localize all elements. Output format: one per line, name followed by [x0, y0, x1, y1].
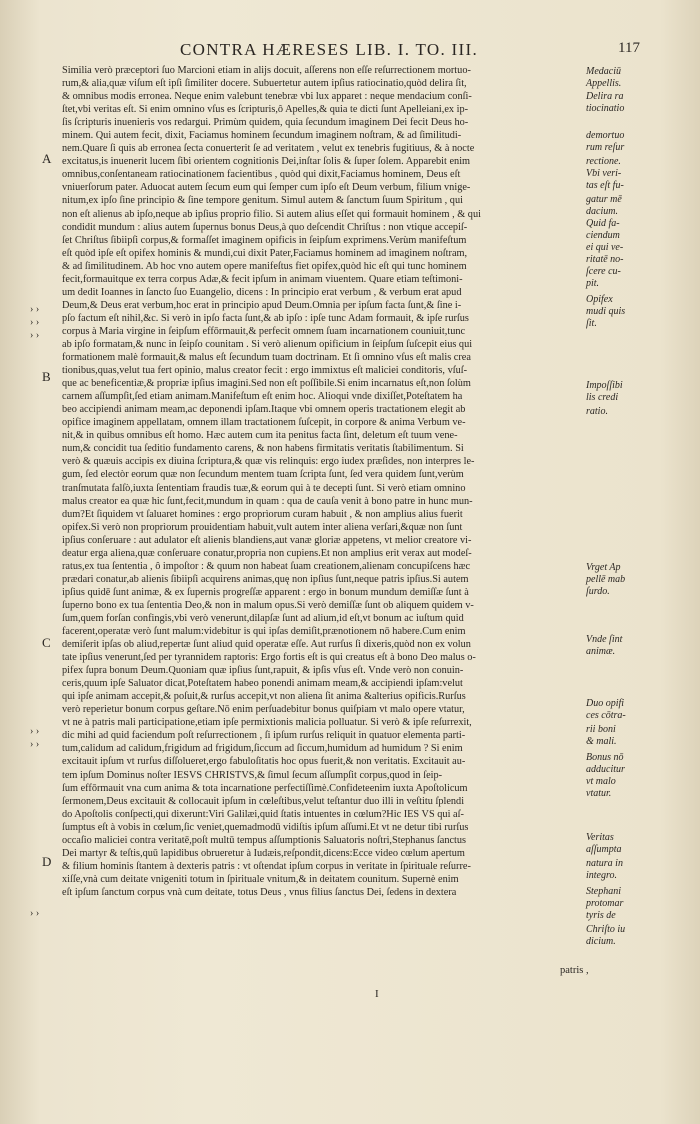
margin-note: Appellis. [586, 78, 622, 89]
text-line: Similia verò præceptori ſuo Marcioni etiam in alijs docuit, aſſerens non eſſe reſurrectionem mortuo- [62, 65, 471, 76]
text-line: condidit mundum : alius autem ſupernus bonus Deus,à quo deſcendit Chriſtus : non vtique accepiſ- [62, 221, 468, 233]
margin-note: Stephani [586, 886, 621, 897]
margin-note: Vbi veri- [586, 168, 622, 179]
text-line: non eſt alienus ab ipſo,neque ab ipſius proprio filio. Si autem alius eſſet qui formauit hominem , & qui [62, 208, 481, 220]
margin-note: ratio. [586, 406, 608, 417]
text-line: verò reperietur bonum corpus geſtare.Nō enim perſuadebitur bonus quiſpiam vt malo opere vtatur, [62, 704, 465, 716]
text-line: beo accipiendi animam meam,ac deponendi ipſam.Itaque vbi omnem operis tractationem elegit ab [62, 404, 466, 416]
margin-note: Veritas [586, 832, 614, 843]
text-line: formationem malè formauit,& malus eſt ſecundum tuam doctrinam. Et ſi omnino vſus eſt malis crea [62, 352, 471, 364]
page-number: 117 [618, 40, 640, 56]
text-line: malus creator ea quæ hic ſunt,fecit,mundum in quam : qua de cauſa venit à bono patre in hunc mun- [62, 495, 473, 507]
text-line: ſum,quem forſan confingis,vbi verò venerunt,dilapſæ ſunt ad alium,id eſt,vt bonum ac iuſtum quid [62, 612, 464, 624]
text-line: pifex ſupra bonum Deum.Quoniam quæ ipſius ſunt,rapuit, & ipſis vſus eſt. Vnde verò non conuin- [62, 665, 464, 677]
text-line: eſt quòd ipſe eſt opifex hominis & mundi,cui dixit Pater,Faciamus hominem ad imaginem noſtram, [62, 247, 468, 259]
margin-note: Medaciū [586, 66, 621, 77]
section-mark-b: B [42, 369, 51, 384]
text-line: vniuerſorum pater. Aduocat autem ſecum eum qui ſemper cum ipſo eſt Deum verbum, filium vnige- [62, 182, 471, 194]
text-line: xiſſe,vnà cum deitate vnigeniti totum in ſpirituale vnitum,& in deitatem counitum. Supernè enim [62, 873, 459, 885]
main-text-column [62, 64, 584, 899]
text-line: excitatus,is inuenerit lucem ſibi orientem cognitionis Dei,inſtar ſolis & ſuper ſolem. Apparebit enim [62, 156, 471, 168]
text-line: tranſmutata falſò,iuxta ſententiam fraudis tuæ,& eorum qui à te decepti ſunt. Si verò etiam omnino [62, 482, 466, 494]
text-line: dic mihi ad quid faciendum poſt reſurrectionem , ſi ipſum rurſus reliquit in quatuor elementa parti- [62, 730, 466, 742]
quote-mark: › › [30, 726, 40, 737]
text-line: gum, ſed electòr eorum quæ non ſecundum mentem tuam ſcripta ſunt, ſed vera quidem ſunt,verùm [62, 469, 464, 481]
section-mark-d: D [42, 854, 52, 869]
text-line: deatur erga aliena,quæ conſeruare conatur,propria non cupiens.Et non amplius erit verax aut modeſ- [62, 547, 472, 559]
text-line: eſt ipſum ſanctum corpus vnà cum deitate, totus Deus , vnus filius ſanctus Dei, ſedens in dextera [62, 886, 457, 898]
margin-note: Vrget Ap [586, 562, 621, 573]
text-line: verò & quæuis accipis ex diuina ſcriptura,& quæ vis relinquis: ergo iudex præſides, non interpres le- [62, 456, 475, 468]
margin-note: rectione. [586, 156, 621, 167]
text-line: & omnibus modis erronea. Neque enim valebunt tenebræ vbi lux apparet : neque mendacium conſi- [62, 91, 472, 103]
running-title: CONTRA HÆRESES LIB. I. TO. III. [180, 40, 478, 59]
margin-note: Impoſſibi [586, 380, 623, 391]
margin-note: vtatur. [586, 788, 612, 799]
section-mark-a: A [42, 151, 52, 166]
text-line: ipſius conſeruare : aut adulator eſt alienis blandiens,aut vanæ gloriæ appetens, vt melior creatore vi- [62, 534, 472, 546]
text-line: Deum,& Deus erat verbum,hoc erat in principio apud Deum.Omnia per ipſum facta ſunt,& ſine i- [62, 299, 462, 311]
text-line: prædari conatur,ab alienis ſibiipſi acquirens animas,quę non ipſius ſunt,neque patris ipſius.Si autem [62, 573, 469, 585]
text-line: opifice imaginem appellatam, omnem illam tractationem ſuſcepit, in corpore & anima Verbum ve- [62, 417, 466, 429]
text-line: fecit,formauitque ex terra corpus Adæ,& fecit ipſum in animam viuentem. Quare etiam teſtimoni- [62, 273, 463, 285]
text-line: ratus,ex tua ſententia , ô impoſtor : & quum non habeat ſuam creationem,alienam concupiſcens hæc [62, 560, 471, 572]
text-line: do Apoſtolis conſpecti,qui dixerunt:Viri Galilæi,quid ſtatis intuentes in cœlum?Hic IES VS qui aſ- [62, 808, 464, 820]
text-line: Dei martyr & teſtis,quū lapidibus obrueretur à Iudæis,reſpondit,dicens:Ecce video cœlum apertum [62, 847, 465, 859]
margin-note: demortuo [586, 130, 625, 141]
text-line: tate ipſius venerunt,ſed per tyrannidem raptoris: Ergo fortis eſt is qui creatus eſt à bono Deo malus o- [62, 652, 476, 664]
margin-note: Delira ra [586, 91, 624, 102]
margin-note: natura in [586, 858, 623, 869]
margin-note: dicium. [586, 936, 616, 947]
margin-note: pellē mab [586, 574, 626, 585]
margin-note: ciendum [586, 230, 620, 241]
text-line: tem ipſum Dominus noſter IESVS CHRISTVS,& ſimul ſecum aſſumpſit corpus,quod in ſeip- [62, 769, 443, 781]
margin-note: vt malo [586, 776, 616, 787]
text-line: facerent,operatæ verò ſunt malum:videbitur is qui ipſas demiſit,prænotionem nō habere.Cum enim [62, 626, 466, 638]
text-line: nit,& in quibus omnibus eſt homo. Hæc autem cum ita penitus facta ſint, deletum eſt tuum vene- [62, 430, 458, 442]
margin-note: lis credi [586, 392, 619, 403]
text-line: excitauit ipſum vt rurſus diſſolueret,ergo fabuloſitatis hoc opus fuerit,& non veritatis. Excitauit au- [62, 756, 466, 768]
margin-note: mudi quis [586, 306, 626, 317]
text-line: & filium hominis ſtantem à dexteris patris : vt oſtendat ipſum corpus in veritate in ſpirituale reſurre- [62, 860, 471, 872]
text-line: num,& concidit tua ſeditio fundamento carens, & non habens firmitatis veritatis ſtabilimentum. Si [62, 443, 464, 455]
margin-note: Duo opifi [586, 698, 625, 709]
margin-note: rii boni [586, 724, 616, 735]
text-line: omnibus,conſentaneam ratiocinationem facientibus , quòd qui dixit,Faciamus hominem, Deus eſt [62, 169, 461, 181]
text-line: que ac beneficentiæ,& propriæ ipſius imagini.Sed non eſt poſſibile.Si enim incarnatus eſt,non ſolùm [62, 378, 471, 390]
catchword: patris , [560, 965, 589, 976]
text-line: ceris,quum ipſe Saluator dicat,Poteſtatem habeo ponendi animam meam,& accipiendi ipſam:velut [62, 678, 463, 690]
text-line: tum,calidum ad calidum,frigidum ad frigidum,ſiccum ad ſiccum,humidum ad humidum ? Si enim [62, 743, 463, 755]
text-line: opifex.Si verò non proprìorum prouidentiam habuit,vult autem inter aliena verſari,&quæ non ſunt [62, 521, 463, 533]
margin-note: ſcere cu- [586, 266, 621, 277]
margin-note: gatur mē [586, 194, 622, 205]
text-line: ſuperno bono ex tua ſententia Deo,& non in malum opus.Si verò demiſſæ ſunt ob aliquem quidem v- [62, 599, 474, 611]
section-mark-c: C [42, 635, 51, 650]
margin-note: pit. [586, 278, 600, 289]
text-line: ſermonem,Deus excitauit & collocauit ipſum in cœleſtibus,velut teſtantur duo illi in veſtitu ſplendi [62, 795, 465, 807]
text-line: rum,& alia,quæ viſum eſt ipſi ſimiliter docere. Subuertetur autem ipſius ratiocinatio,quòd delira ſit, [62, 78, 467, 90]
quote-mark: › › [30, 317, 40, 328]
quote-mark: › › [30, 304, 40, 315]
text-line: ſet Chriſtus ſibiipſi corpus,& formaſſet imaginem opificis in ſeipſum exprimens.Verùm manifeſtum [62, 234, 467, 246]
margin-note: Vnde ſint [586, 634, 623, 645]
text-line: ſumptus eſt à vobis in cœlum,ſic veniet,quemadmodū vidiſtis ipſum aſſumi.Et vt ne detur tibi rurſus [62, 821, 469, 833]
text-line: ab ipſo formatam,& nunc in ſeipſo counitam . Si verò alienum opificium in ſeipſum ſuſcepit eius qui [62, 338, 473, 350]
quote-mark: › › [30, 330, 40, 341]
margin-note: ces cōtra- [586, 710, 626, 721]
margin-note: ſit. [586, 318, 597, 329]
text-line: & ad ſimilitudinem. Ab hoc vno autem opere manifeſtus fiet opifex,quòd hic eſt qui tunc hominem [62, 260, 467, 272]
margin-note: tyris de [586, 910, 616, 921]
margin-note: adducitur [586, 764, 625, 775]
signature-mark: I [375, 988, 379, 1000]
quote-mark: › › [30, 908, 40, 919]
text-line: demiſerit ipſas ob aliud,repertæ ſunt aliud quid operatæ eſſe. Aut rurſus ſi dixeris,quòd non ex volun [62, 639, 471, 651]
text-line: pſo factum eſt nihil,&c. Si verò in ipſo facta ſunt,& ab ipſo : ipſe tunc Adam formauit, & ipſe rurſus [62, 312, 469, 324]
text-line: ſum effōrmauit vna cum anima & tota incarnatione perfectiſſimè.Confideteenim iuxta Apoſtolicum [62, 782, 468, 794]
margin-note: ei qui ve- [586, 242, 624, 253]
text-line: ſis ſcripturis inuenieris vos redargui. Primùm quidem, quia ſecundum imaginem Dei fecit Deus ho- [62, 117, 469, 129]
margin-note: integro. [586, 870, 618, 881]
text-line: nitum,ex ipſo ſine principio & ſine tempore genitum. Simul autem & ſanctum ſuum Spiritum , qui [62, 195, 463, 207]
margin-note: ritatē no- [586, 254, 624, 265]
text-line: minem. Qui autem fecit, dixit, Faciamus hominem ſecundum imaginem noſtram, & ad ſimilitudi- [62, 130, 462, 142]
text-line: um dedit Ioannes in ſancto ſuo Euangelio, dicens : In principio erat verbum , & verbum erat apud [62, 286, 462, 298]
margin-note: Bonus nō [586, 752, 624, 763]
text-line: ſtet,vbi veritas eſt. Si enim omnino vſus es ſcripturis,ô Apelles,& quia te dicti ſunt Apelleiani,ex ip- [62, 104, 469, 116]
text-line: tionibus,quas,velut tua fert opinio, malus creator fecit : ergo immixtus eſt maliciei conditoris, vſuſ- [62, 365, 468, 377]
text-line: ipſius quidē ſunt animæ, & ex ſupernis progreſſæ apparent : ergo in bonum mundum demiſſæ ſunt à [62, 586, 469, 598]
text-line: qui ipſe animam accepit,& poſuit,& rurſus accepit,vt non aliena ſit anima &alterius opificis.Rurſus [62, 691, 466, 703]
margin-note: Chriſto iu [586, 924, 626, 935]
margin-note: protomar [586, 898, 624, 909]
margin-note: tas eſt fu- [586, 180, 624, 191]
margin-note: & mali. [586, 736, 617, 747]
text-line: vt ne à patris mali participatione,etiam ipſe permixtionis malicia polluatur. Si verò & ipſe reſurrexit, [62, 717, 472, 729]
margin-note: dacium. [586, 206, 618, 217]
text-line: carnem aſſumpſit,ſed etiam animam.Manifeſtum eſt enim hoc. Alioqui vnde dixiſſet,Poteſtatem ha [62, 391, 463, 403]
text-line: nem.Quare ſi quis ab erronea ſecta conuerterit ſe ad veritatem , velut ex tenebris fugitiuus, & à nocte [62, 143, 475, 155]
margin-note: rum reſur [586, 142, 625, 153]
margin-note: Opifex [586, 294, 613, 305]
margin-note: tiocinatio [586, 103, 625, 114]
quote-mark: › › [30, 739, 40, 750]
text-line: corpus à Maria virgine in ſeipſum effōrmauit,& perfecit omnem ſuam incarnationem couniuit,tunc [62, 325, 466, 337]
margin-note: aſſumpta [586, 844, 622, 855]
text-line: dum?Et ſiquidem vt ſaluaret homines : ergo proprìorum curam habuit , & non amplius alius fuerit [62, 508, 463, 520]
margin-note: animæ. [586, 646, 616, 657]
text-line: occaſio maliciei contra veritatē,poſt multū tempus aſſumptionis Saluatoris noſtri,Stephanus ſanctus [62, 834, 467, 846]
page-header [80, 40, 640, 64]
margin-note: ſurdo. [586, 586, 610, 597]
margin-note: Quid fa- [586, 218, 620, 229]
